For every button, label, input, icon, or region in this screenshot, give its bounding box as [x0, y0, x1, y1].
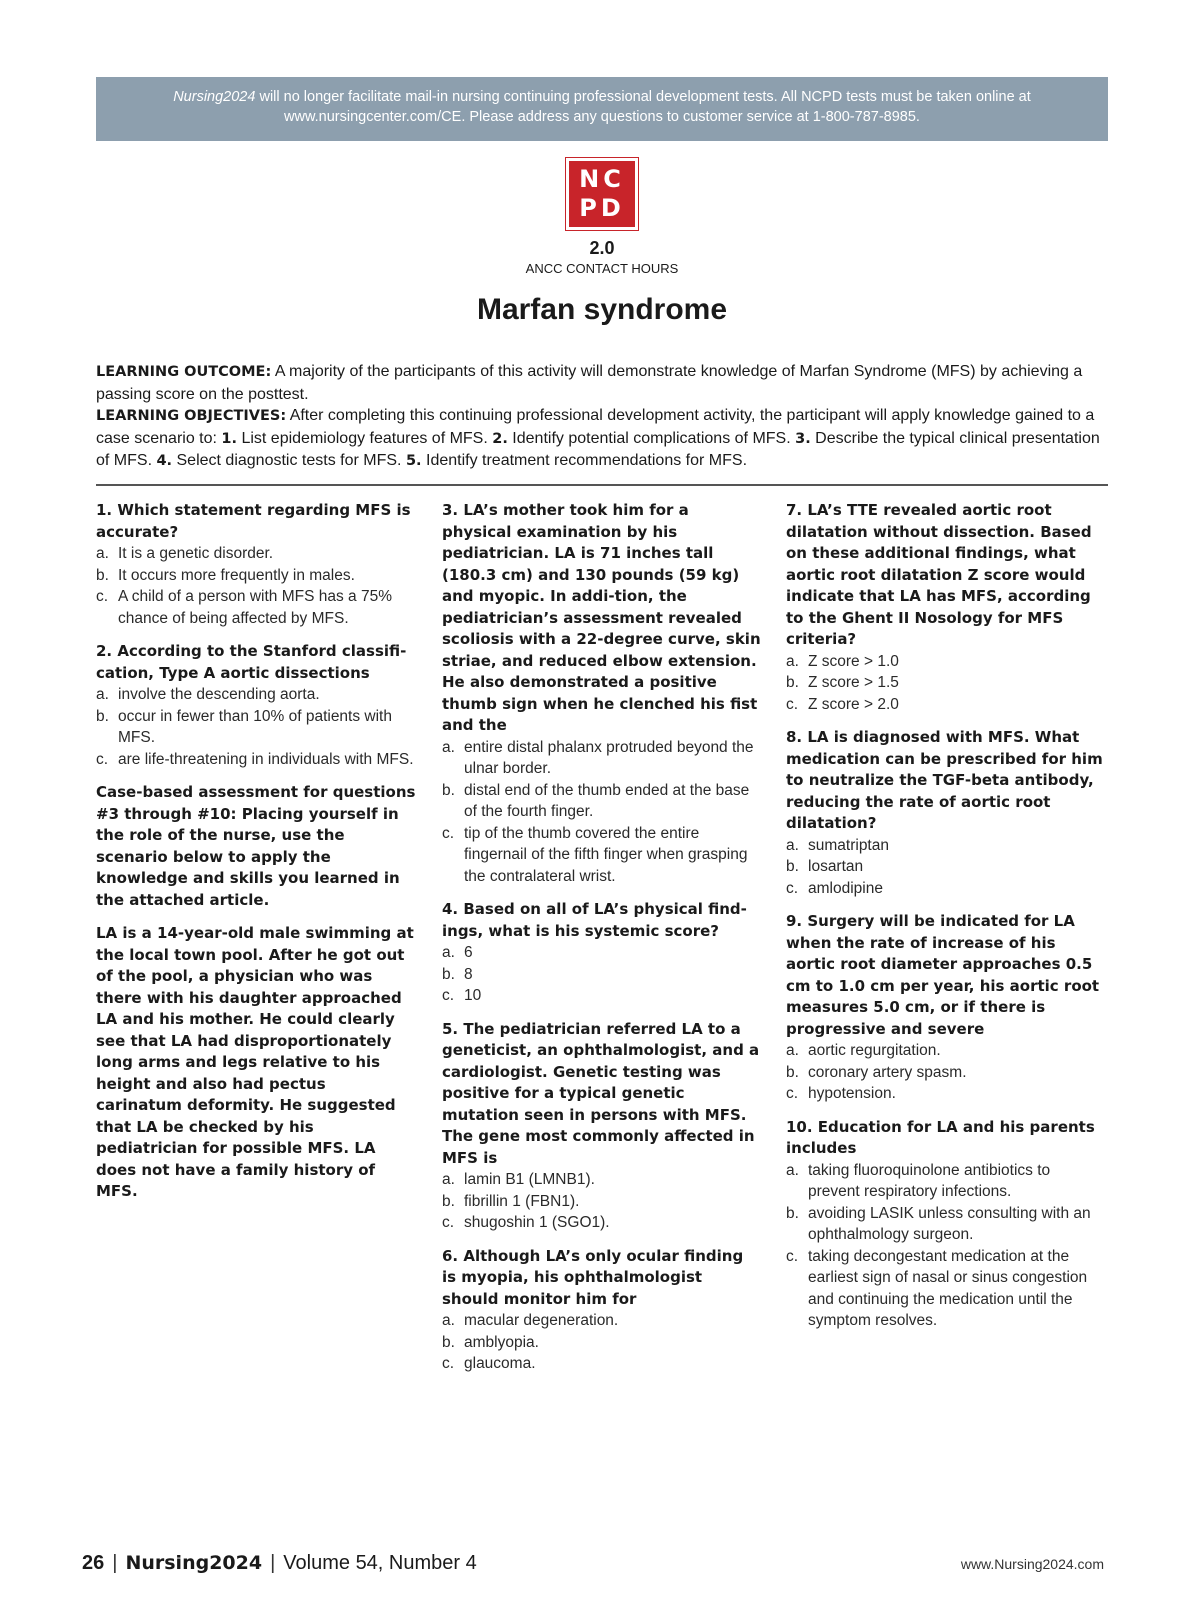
option-letter: b. — [786, 1063, 799, 1081]
option-letter: c. — [96, 750, 109, 768]
option-letter: b. — [442, 1333, 455, 1351]
option-text: losartan — [808, 858, 864, 875]
banner-magazine-name: Nursing2024 — [173, 89, 256, 105]
objective-number: 1. — [221, 430, 238, 447]
option-text: involve the descending aorta. — [118, 686, 320, 703]
option-text: 6 — [464, 944, 473, 961]
contact-hours-label: ANCC CONTACT HOURS — [525, 261, 679, 276]
option-letter: a. — [786, 1161, 799, 1179]
footer-url: www.Nursing2024.com — [960, 1556, 1104, 1572]
option-letter: a. — [786, 836, 799, 854]
logo-line1: NC — [579, 165, 625, 193]
option-letter: a. — [442, 738, 455, 756]
option-text: 8 — [464, 965, 473, 983]
column-1 — [96, 500, 416, 1215]
option-text: lamin B1 (LMNB1). — [464, 1171, 595, 1188]
notice-banner — [96, 77, 1108, 141]
option-text: hypotension. — [808, 1085, 896, 1102]
option-text: Z score > 2.0 — [808, 695, 899, 713]
option-letter: c. — [786, 695, 799, 713]
option-text: 10 — [464, 987, 482, 1004]
option-letter: b. — [786, 858, 799, 875]
answer-option — [442, 1310, 762, 1332]
option-letter: b. — [96, 707, 109, 725]
objectives-intro: After completing this continuing professional development activity, the participant will apply knowledge gained to a case scenario to: — [96, 407, 1095, 447]
answer-option — [442, 1332, 762, 1354]
learning-objectives-block — [96, 361, 1108, 473]
magazine-name: Nursing2024 — [125, 1552, 263, 1574]
objective-number: 2. — [492, 430, 508, 447]
answer-option — [442, 1169, 762, 1191]
answer-option — [96, 706, 416, 749]
option-text: aortic regurgitation. — [808, 1042, 941, 1059]
answer-option — [786, 1246, 1106, 1332]
answer-option — [786, 651, 1106, 673]
section-divider — [96, 484, 1108, 486]
learning-objectives — [96, 405, 1108, 473]
answer-option — [96, 586, 416, 629]
answer-option — [442, 1353, 762, 1375]
objective-number: 5. — [405, 453, 422, 469]
question-3 — [442, 500, 762, 887]
question-stem: 7. LA’s TTE revealed aortic root dilatation without dissection. Based on these additional findings, what aortic root dilatation Z score would indicate that LA has MFS, according to the Ghent II Nosology for MFS criteria? — [786, 501, 1092, 648]
question-stem: 6. Although LA’s only ocular finding is myopia, his ophthalmologist should monitor him for — [442, 1246, 744, 1308]
option-text: occur in fewer than 10% of patients with MFS. — [118, 707, 392, 746]
column-2 — [442, 500, 762, 1387]
option-text: macular degeneration. — [464, 1312, 619, 1329]
footer-separator: | — [270, 1552, 276, 1574]
option-text: Z score > 1.0 — [808, 652, 899, 670]
question-stem: 9. Surgery will be indicated for LA when the rate of increase of his aortic root diameter approaches 0.5 cm to 1.0 cm per year, his aortic root measures 5.0 cm, or if there is progressive and severe — [786, 912, 1100, 1038]
banner-text: will no longer facilitate mail-in nursing continuing professional development tests. All NCPD tests must be taken online at — [255, 89, 1031, 105]
option-letter: b. — [442, 965, 455, 983]
question-stem: 3. LA’s mother took him for a physical examination by his pediatrician. LA is 71 inches tall (180.3 cm) and 130 pounds (59 kg) and myopic. In addi-tion, the pediatrician’s assessment revealed scoliosis with a 22-degree curve, skin striae, and reduced elbow extension. He also demonstrated a positive thumb sign when he clenched his fist and the — [442, 501, 761, 734]
question-stem: 5. The pediatrician referred LA to a geneticist, an ophthalmologist, and a cardiologist. Genetic testing was positive for a typical genetic mutation seen in persons with MFS. The gene most commonly affected in MFS is — [442, 1019, 760, 1167]
option-letter: c. — [442, 1214, 455, 1231]
option-text: sumatriptan — [808, 836, 889, 854]
answer-option — [96, 749, 416, 771]
answer-option — [442, 1191, 762, 1213]
option-letter: c. — [442, 824, 455, 842]
option-text: distal end of the thumb ended at the base of the fourth finger. — [464, 781, 750, 820]
question-10 — [786, 1117, 1106, 1332]
answer-option — [786, 1160, 1106, 1203]
option-text: are life-threatening in individuals with MFS. — [118, 750, 414, 768]
question-2 — [96, 641, 416, 770]
option-letter: b. — [786, 1204, 799, 1222]
answer-option — [96, 543, 416, 565]
question-8 — [786, 727, 1106, 899]
option-letter: a. — [442, 1312, 455, 1329]
option-text: It occurs more frequently in males. — [118, 566, 355, 584]
option-text: avoiding LASIK unless consulting with an ophthalmology surgeon. — [808, 1204, 1091, 1243]
option-letter: c. — [442, 987, 455, 1004]
learning-outcome — [96, 361, 1108, 405]
contact-hours-value: 2.0 — [589, 238, 615, 258]
option-text: amlodipine — [808, 879, 883, 897]
question-9 — [786, 911, 1106, 1105]
case-scenario: LA is a 14-year-old male swimming at the local town pool. After he got out of the pool, a physician who was there with his daughter approached LA and his mother. He could clearly see that LA had disproportionately long arms and legs relative to his height and also had pectus carinatum deformity. He suggested that LA be checked by his pediatrician for possible MFS. LA does not have a family history of MFS. — [96, 924, 414, 1200]
answer-option — [442, 964, 762, 986]
question-stem: 4. Based on all of LA’s physical find-ings, what is his systemic score? — [442, 900, 747, 940]
option-text: fibrillin 1 (FBN1). — [464, 1192, 580, 1210]
question-6 — [442, 1246, 762, 1375]
question-stem: 10. Education for LA and his parents includes — [786, 1117, 1095, 1157]
option-letter: a. — [96, 545, 109, 562]
option-letter: a. — [786, 652, 799, 670]
ncpd-logo — [566, 158, 638, 230]
option-text: A child of a person with MFS has a 75% chance of being affected by MFS. — [118, 588, 392, 627]
objective-text: Identify potential complications of MFS. — [507, 429, 796, 447]
answer-option — [786, 1040, 1106, 1062]
question-stem: 8. LA is diagnosed with MFS. What medication can be prescribed for him to neutralize the TGF-beta antibody, reducing the rate of aortic root dilatation? — [786, 728, 1103, 832]
option-text: taking decongestant medication at the earliest sign of nasal or sinus congestion and continuing the medication until the symptom resolves. — [808, 1247, 1088, 1329]
option-letter: a. — [96, 686, 109, 703]
answer-option — [786, 878, 1106, 900]
option-text: taking fluoroquinolone antibiotics to prevent respiratory infections. — [808, 1161, 1051, 1200]
option-letter: c. — [96, 588, 109, 605]
question-stem: 2. According to the Stanford classifi-cation, Type A aortic dissections — [96, 642, 407, 682]
answer-option — [786, 694, 1106, 716]
answer-option — [442, 737, 762, 780]
option-text: glaucoma. — [464, 1355, 536, 1372]
answer-option — [442, 1212, 762, 1234]
answer-option — [786, 1062, 1106, 1084]
objective-text: Select diagnostic tests for MFS. — [172, 452, 406, 469]
column-3 — [786, 500, 1106, 1344]
question-stem: 1. Which statement regarding MFS is accurate? — [96, 501, 411, 541]
answer-option — [96, 565, 416, 587]
option-letter: b. — [96, 566, 109, 584]
option-text: entire distal phalanx protruded beyond the ulnar border. — [464, 738, 754, 777]
option-letter: c. — [786, 879, 799, 897]
option-text: shugoshin 1 (SGO1). — [464, 1214, 610, 1231]
answer-option — [786, 672, 1106, 694]
answer-option — [786, 1203, 1106, 1246]
option-letter: a. — [442, 1171, 455, 1188]
option-text: Z score > 1.5 — [808, 674, 899, 691]
option-letter: b. — [442, 1192, 455, 1210]
question-1 — [96, 500, 416, 629]
option-text: It is a genetic disorder. — [118, 545, 274, 562]
answer-option — [786, 1083, 1106, 1105]
option-letter: b. — [442, 781, 455, 799]
answer-option — [442, 780, 762, 823]
question-7 — [786, 500, 1106, 715]
answer-option — [442, 942, 762, 964]
outcome-label: LEARNING OUTCOME: — [96, 364, 272, 380]
objective-text: Describe the typical clinical presentation of MFS. — [96, 429, 1100, 469]
option-letter: c. — [786, 1247, 799, 1265]
answer-option — [96, 684, 416, 706]
objective-number: 4. — [156, 453, 173, 469]
page-title: Marfan syndrome — [476, 293, 728, 326]
answer-option — [442, 823, 762, 888]
answer-option — [442, 985, 762, 1007]
footer-publication — [82, 1552, 477, 1575]
question-5 — [442, 1019, 762, 1234]
case-intro: Case-based assessment for questions #3 through #10: Placing yourself in the role of the nurse, use the scenario below to apply the knowledge and skills you learned in the attached article. — [96, 783, 416, 909]
option-letter: b. — [786, 674, 799, 691]
option-text: amblyopia. — [464, 1333, 539, 1351]
logo-line2: PD — [579, 194, 625, 222]
question-4 — [442, 899, 762, 1007]
option-text: tip of the thumb covered the entire fingernail of the fifth finger when grasping the contralateral wrist. — [464, 824, 748, 885]
outcome-text: A majority of the participants of this activity will demonstrate knowledge of Marfan Syndrome (MFS) by achieving a passing score on the posttest. — [96, 363, 1083, 403]
option-letter: c. — [786, 1085, 799, 1102]
option-letter: a. — [442, 944, 455, 961]
option-text: coronary artery spasm. — [808, 1063, 967, 1081]
objective-text: Identify treatment recommendations for MFS. — [421, 452, 748, 469]
objective-text: List epidemiology features of MFS. — [237, 429, 493, 447]
answer-option — [786, 856, 1106, 878]
footer-separator: | — [112, 1552, 118, 1574]
objective-number: 3. — [795, 430, 811, 447]
page-number: 26 — [82, 1552, 105, 1574]
answer-option — [786, 835, 1106, 857]
option-letter: a. — [786, 1042, 799, 1059]
option-letter: c. — [442, 1355, 455, 1372]
objectives-label: LEARNING OBJECTIVES: — [96, 408, 287, 424]
banner-text-line2: www.nursingcenter.com/CE. Please address any questions to customer service at 1-800-787-8985. — [284, 109, 920, 125]
issue-info: Volume 54, Number 4 — [283, 1552, 477, 1574]
